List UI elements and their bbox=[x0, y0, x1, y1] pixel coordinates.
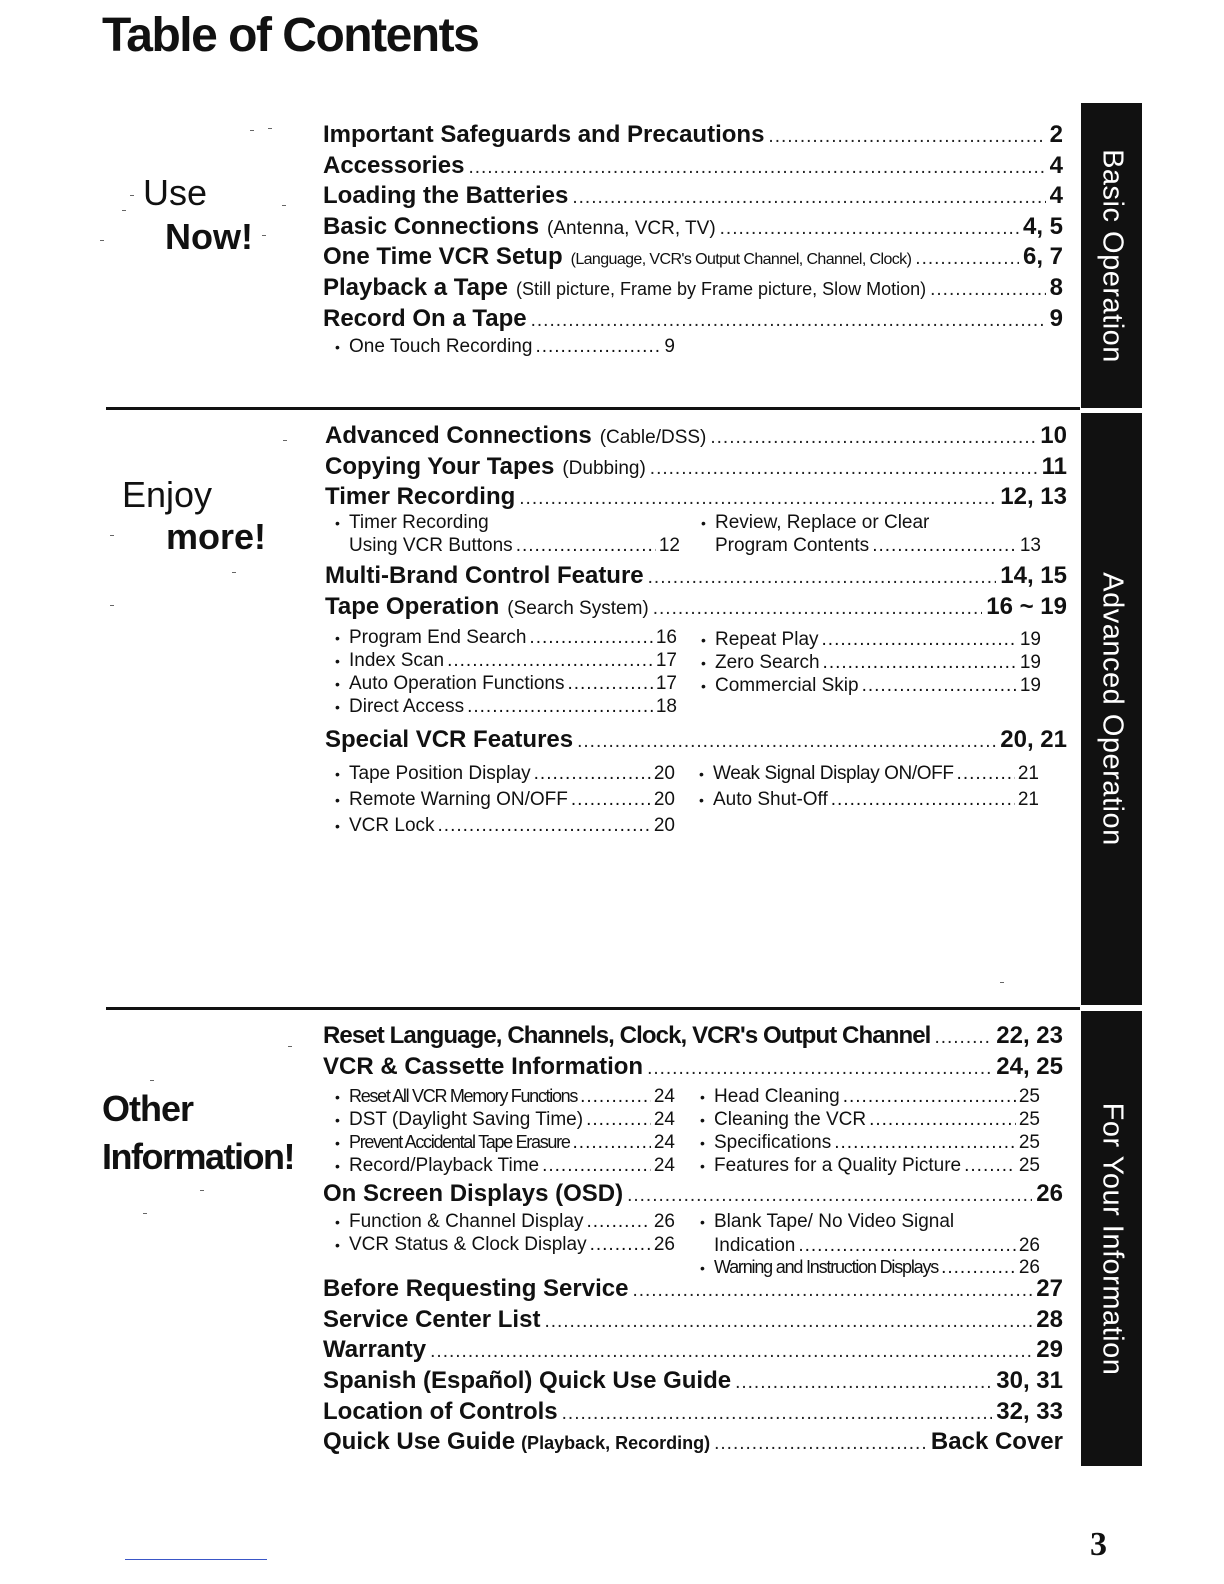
subentry-page: 9 bbox=[664, 336, 675, 357]
dot-leader bbox=[768, 122, 1045, 152]
toc-subentry[interactable] bbox=[335, 762, 675, 786]
subentry-page: 20 bbox=[653, 789, 675, 810]
toc-entry[interactable] bbox=[323, 1305, 1063, 1337]
toc-subentry[interactable] bbox=[335, 1233, 675, 1257]
toc-subentry[interactable] bbox=[335, 1085, 675, 1109]
entry-title: Before Requesting Service bbox=[323, 1275, 629, 1302]
entry-page: 27 bbox=[1036, 1275, 1063, 1302]
dot-leader bbox=[862, 674, 1017, 697]
entry-title: Multi-Brand Control Feature bbox=[325, 562, 644, 589]
toc-subentry[interactable] bbox=[335, 626, 677, 650]
subentry-label: Remote Warning ON/OFF bbox=[349, 789, 568, 810]
decorative-dash bbox=[110, 535, 114, 536]
decorative-dash bbox=[200, 1190, 204, 1191]
dot-leader bbox=[869, 1108, 1016, 1131]
toc-subentry[interactable] bbox=[700, 1131, 1040, 1155]
dot-leader bbox=[577, 727, 996, 757]
decorative-dash bbox=[232, 572, 236, 573]
subentry-label: Index Scan bbox=[349, 650, 445, 671]
entry-title: Quick Use Guide bbox=[323, 1428, 516, 1455]
dot-leader bbox=[447, 649, 653, 672]
dot-leader bbox=[831, 788, 1015, 811]
subentry-label: Reset All VCR Memory Functions bbox=[349, 1086, 578, 1106]
entry-page: 9 bbox=[1049, 305, 1063, 332]
dot-leader bbox=[586, 1108, 651, 1131]
dot-leader bbox=[843, 1085, 1016, 1108]
decorative-dash bbox=[262, 235, 266, 236]
subentry-label: VCR Status & Clock Display bbox=[349, 1234, 587, 1255]
subentry-page: 24 bbox=[653, 1086, 675, 1107]
decorative-dash bbox=[130, 195, 134, 196]
subentry-label: Warning and Instruction Displays bbox=[714, 1257, 939, 1277]
toc-entry[interactable] bbox=[325, 482, 1067, 514]
subentry-label: Cleaning the VCR bbox=[714, 1109, 867, 1130]
tab-advanced-operation[interactable] bbox=[1081, 413, 1142, 1005]
entry-page: 24, 25 bbox=[996, 1053, 1063, 1080]
dot-leader bbox=[529, 626, 652, 649]
entry-note: (Cable/DSS) bbox=[599, 427, 707, 448]
subentry-label: Direct Access bbox=[349, 696, 465, 717]
entry-page: 4 bbox=[1049, 152, 1063, 179]
subentry-page: 25 bbox=[1018, 1109, 1040, 1130]
dot-leader bbox=[573, 1131, 651, 1154]
subentry-page: 25 bbox=[1018, 1132, 1040, 1153]
bullet-icon: • bbox=[699, 766, 704, 782]
subentry-page: 25 bbox=[1018, 1086, 1040, 1107]
subentry-page: 19 bbox=[1019, 675, 1041, 696]
bullet-icon: • bbox=[335, 653, 340, 669]
entry-title: Timer Recording bbox=[325, 483, 516, 510]
subentry-label: Using VCR Buttons bbox=[349, 535, 513, 556]
toc-entry[interactable] bbox=[323, 1052, 1063, 1084]
entry-title: Basic Connections bbox=[323, 213, 540, 240]
toc-subentry[interactable] bbox=[335, 512, 680, 558]
subentry-label: Repeat Play bbox=[715, 629, 819, 650]
decorative-dash bbox=[122, 210, 126, 211]
entry-title: Advanced Connections bbox=[325, 422, 592, 449]
footer-line bbox=[125, 1559, 267, 1560]
bullet-icon: • bbox=[335, 676, 340, 692]
dot-leader bbox=[562, 1399, 993, 1429]
dot-leader bbox=[516, 534, 656, 557]
dot-leader bbox=[544, 1307, 1032, 1337]
dot-leader bbox=[648, 563, 997, 593]
intro-word: Now! bbox=[165, 216, 253, 257]
toc-subentry[interactable] bbox=[700, 1154, 1040, 1178]
entry-title: Important Safeguards and Precautions bbox=[323, 121, 765, 148]
dot-leader bbox=[627, 1181, 1032, 1211]
intro-word: Use bbox=[143, 172, 208, 213]
toc-entry[interactable] bbox=[323, 273, 1063, 305]
entry-title: Accessories bbox=[323, 152, 465, 179]
bullet-icon: • bbox=[335, 515, 340, 531]
entry-page: 29 bbox=[1036, 1336, 1063, 1363]
subentry-label: Tape Position Display bbox=[349, 763, 531, 784]
entry-note: (Search System) bbox=[507, 598, 649, 619]
dot-leader bbox=[872, 534, 1017, 557]
decorative-dash bbox=[150, 1080, 154, 1081]
subentry-label: Zero Search bbox=[715, 652, 820, 673]
toc-subentry[interactable] bbox=[335, 1108, 675, 1132]
decorative-dash bbox=[100, 240, 104, 241]
entry-page: 10 bbox=[1040, 422, 1067, 449]
bullet-icon: • bbox=[335, 792, 340, 808]
dot-leader bbox=[586, 1210, 650, 1233]
subentry-label: Commercial Skip bbox=[715, 675, 859, 696]
dot-leader bbox=[571, 788, 651, 811]
bullet-icon: • bbox=[700, 1112, 705, 1128]
dot-leader bbox=[519, 484, 996, 514]
subentry-page: 21 bbox=[1017, 763, 1039, 784]
toc-entry[interactable] bbox=[323, 304, 1063, 336]
toc-subentry[interactable] bbox=[699, 788, 1039, 812]
tab-basic-operation[interactable] bbox=[1081, 103, 1142, 408]
toc-entry[interactable] bbox=[323, 1397, 1063, 1429]
dot-leader bbox=[647, 1054, 992, 1084]
entry-note: (Language, VCR's Output Channel, Channel, Clock) bbox=[570, 251, 912, 268]
intro-word: more! bbox=[166, 516, 267, 557]
toc-entry[interactable] bbox=[323, 120, 1063, 152]
toc-entry[interactable] bbox=[323, 1335, 1063, 1367]
subentry-page: 16 bbox=[655, 627, 677, 648]
subentry-page: 19 bbox=[1019, 652, 1041, 673]
subentry-label: Indication bbox=[714, 1235, 796, 1256]
subentry-page: 25 bbox=[1018, 1155, 1040, 1176]
intro-word: Other bbox=[102, 1088, 194, 1129]
toc-subentry[interactable] bbox=[335, 335, 675, 359]
decorative-dash bbox=[143, 1213, 147, 1214]
subentry-label: Prevent Accidental Tape Erasure bbox=[349, 1132, 570, 1152]
toc-subentry[interactable] bbox=[335, 788, 675, 812]
subentry-page: 24 bbox=[653, 1132, 675, 1153]
bullet-icon: • bbox=[700, 1158, 705, 1174]
page-title: Table of Contents bbox=[102, 9, 479, 62]
entry-note: (Playback, Recording) bbox=[521, 1433, 711, 1453]
subentry-label: Weak Signal Display ON/OFF bbox=[713, 763, 954, 784]
subentry-page: 26 bbox=[653, 1234, 675, 1255]
decorative-dash bbox=[1000, 982, 1004, 983]
dot-leader bbox=[567, 672, 652, 695]
tab-label: Basic Operation bbox=[1096, 148, 1128, 363]
dot-leader bbox=[964, 1154, 1016, 1177]
subentry-page: 17 bbox=[655, 650, 677, 671]
subentry-label: Review, Replace or Clear bbox=[715, 512, 930, 533]
dot-leader bbox=[542, 1154, 651, 1177]
bullet-icon: • bbox=[335, 1158, 340, 1174]
entry-page: 26 bbox=[1036, 1180, 1063, 1207]
entry-title: Copying Your Tapes bbox=[325, 453, 555, 480]
bullet-icon: • bbox=[335, 1135, 340, 1151]
entry-title: One Time VCR Setup bbox=[323, 243, 563, 270]
dot-leader bbox=[590, 1233, 651, 1256]
entry-page: 14, 15 bbox=[1000, 562, 1067, 589]
subentry-page: 20 bbox=[653, 815, 675, 836]
entry-title: On Screen Displays (OSD) bbox=[323, 1180, 624, 1207]
dot-leader bbox=[572, 183, 1045, 213]
toc-entry[interactable] bbox=[323, 1366, 1063, 1398]
toc-subentry[interactable] bbox=[701, 674, 1041, 698]
dot-leader bbox=[632, 1276, 1032, 1306]
toc-subentry[interactable] bbox=[335, 1131, 675, 1155]
entry-title: Record On a Tape bbox=[323, 305, 527, 332]
entry-title: Location of Controls bbox=[323, 1398, 558, 1425]
subentry-page: 17 bbox=[655, 673, 677, 694]
section-divider bbox=[106, 407, 1080, 410]
toc-entry[interactable] bbox=[323, 1021, 1063, 1053]
subentry-label: Record/Playback Time bbox=[349, 1155, 540, 1176]
toc-subentry[interactable] bbox=[335, 649, 677, 673]
toc-subentry[interactable] bbox=[335, 695, 677, 719]
dot-leader bbox=[534, 762, 651, 785]
dot-leader bbox=[650, 454, 1038, 484]
subentry-label: Head Cleaning bbox=[714, 1086, 840, 1107]
bullet-icon: • bbox=[335, 818, 340, 834]
subentry-page: 21 bbox=[1017, 789, 1039, 810]
dot-leader bbox=[834, 1131, 1016, 1154]
bullet-icon: • bbox=[701, 515, 706, 531]
entry-title: Playback a Tape bbox=[323, 274, 508, 301]
dot-leader bbox=[957, 762, 1015, 785]
entry-note: (Dubbing) bbox=[562, 458, 646, 479]
dot-leader bbox=[710, 423, 1036, 453]
entry-page: 16 ~ 19 bbox=[986, 593, 1067, 620]
entry-page: 11 bbox=[1041, 453, 1067, 480]
decorative-dash bbox=[250, 130, 254, 131]
entry-title: Tape Operation bbox=[325, 593, 500, 620]
entry-page: 8 bbox=[1049, 274, 1063, 301]
dot-leader bbox=[467, 695, 653, 718]
subentry-label: VCR Lock bbox=[349, 815, 435, 836]
bullet-icon: • bbox=[700, 1089, 705, 1105]
intro-word: Information! bbox=[102, 1136, 294, 1177]
toc-subentry[interactable] bbox=[699, 762, 1039, 786]
intro-word: Enjoy bbox=[122, 474, 213, 515]
entry-title: Loading the Batteries bbox=[323, 182, 569, 209]
entry-title: Spanish (Español) Quick Use Guide bbox=[323, 1367, 732, 1394]
bullet-icon: • bbox=[335, 699, 340, 715]
bullet-icon: • bbox=[335, 630, 340, 646]
bullet-icon: • bbox=[701, 678, 706, 694]
entry-note: (Still picture, Frame by Frame picture, Slow Motion) bbox=[516, 279, 927, 299]
bullet-icon: • bbox=[335, 1237, 340, 1253]
bullet-icon: • bbox=[335, 766, 340, 782]
bullet-icon: • bbox=[701, 655, 706, 671]
toc-subentry[interactable] bbox=[335, 1154, 675, 1178]
subentry-page: 24 bbox=[653, 1109, 675, 1130]
tab-label: Advanced Operation bbox=[1096, 572, 1128, 846]
toc-subentry[interactable] bbox=[335, 672, 677, 696]
decorative-dash bbox=[110, 605, 114, 606]
dot-leader bbox=[930, 275, 1046, 305]
entry-page: 22, 23 bbox=[996, 1022, 1063, 1049]
tab-label: For Your Information bbox=[1096, 1102, 1128, 1375]
subentry-page: 13 bbox=[1019, 535, 1041, 556]
toc-subentry[interactable] bbox=[701, 628, 1041, 652]
section-divider bbox=[106, 1007, 1080, 1010]
bullet-icon: • bbox=[335, 1214, 340, 1230]
bullet-icon: • bbox=[335, 1112, 340, 1128]
toc-entry[interactable] bbox=[323, 1274, 1063, 1306]
page-number: 3 bbox=[1090, 1526, 1107, 1563]
bullet-icon: • bbox=[700, 1214, 705, 1230]
entry-note: (Antenna, VCR, TV) bbox=[547, 218, 716, 239]
dot-leader bbox=[915, 244, 1019, 274]
subentry-page: 24 bbox=[653, 1155, 675, 1176]
entry-page: 20, 21 bbox=[1000, 726, 1067, 753]
subentry-page: 26 bbox=[1018, 1235, 1040, 1256]
subentry-label: Timer Recording bbox=[349, 512, 489, 533]
dot-leader bbox=[720, 214, 1019, 244]
toc-subentry[interactable] bbox=[700, 1210, 1040, 1256]
dot-leader bbox=[531, 306, 1046, 336]
dot-leader bbox=[934, 1023, 992, 1053]
entry-page: 4 bbox=[1049, 182, 1063, 209]
subentry-page: 26 bbox=[1018, 1257, 1040, 1278]
toc-entry[interactable] bbox=[323, 1427, 1063, 1459]
subentry-page: 26 bbox=[653, 1211, 675, 1232]
toc-subentry[interactable] bbox=[701, 651, 1041, 675]
toc-entry[interactable] bbox=[325, 561, 1067, 593]
bullet-icon: • bbox=[701, 632, 706, 648]
subentry-page: 12 bbox=[658, 535, 680, 556]
entry-page: 4, 5 bbox=[1022, 213, 1063, 240]
subentry-label: Auto Shut-Off bbox=[713, 789, 828, 810]
toc-subentry[interactable] bbox=[701, 512, 1041, 558]
subentry-page: 20 bbox=[653, 763, 675, 784]
dot-leader bbox=[798, 1234, 1016, 1257]
entry-page: 12, 13 bbox=[1000, 483, 1067, 510]
entry-title: Service Center List bbox=[323, 1306, 541, 1333]
subentry-page: 19 bbox=[1019, 629, 1041, 650]
toc-entry[interactable] bbox=[323, 1179, 1063, 1211]
decorative-dash bbox=[283, 440, 287, 441]
bullet-icon: • bbox=[700, 1260, 705, 1276]
dot-leader bbox=[714, 1429, 927, 1459]
entry-page: 30, 31 bbox=[996, 1367, 1063, 1394]
toc-entry[interactable] bbox=[325, 592, 1067, 624]
subentry-label: Blank Tape/ No Video Signal bbox=[714, 1211, 955, 1232]
entry-title: VCR & Cassette Information bbox=[323, 1053, 644, 1080]
entry-page: Back Cover bbox=[930, 1428, 1063, 1455]
entry-page: 28 bbox=[1036, 1306, 1063, 1333]
bullet-icon: • bbox=[700, 1135, 705, 1151]
toc-entry[interactable] bbox=[325, 725, 1067, 757]
toc-subentry[interactable] bbox=[335, 814, 675, 838]
entry-page: 32, 33 bbox=[996, 1398, 1063, 1425]
toc-entry[interactable] bbox=[325, 452, 1067, 484]
entry-title: Special VCR Features bbox=[325, 726, 574, 753]
subentry-label: Program Contents bbox=[715, 535, 870, 556]
subentry-label: Function & Channel Display bbox=[349, 1211, 584, 1232]
dot-leader bbox=[438, 814, 651, 837]
subentry-label: One Touch Recording bbox=[349, 336, 533, 357]
toc-subentry[interactable] bbox=[700, 1085, 1040, 1109]
dot-leader bbox=[430, 1337, 1032, 1367]
toc-entry[interactable] bbox=[323, 181, 1063, 213]
dot-leader bbox=[823, 651, 1017, 674]
subentry-label: Specifications bbox=[714, 1132, 832, 1153]
tab-for-your-information[interactable] bbox=[1081, 1011, 1142, 1466]
toc-entry[interactable] bbox=[323, 242, 1063, 275]
subentry-page: 18 bbox=[655, 696, 677, 717]
bullet-icon: • bbox=[699, 792, 704, 808]
decorative-dash bbox=[268, 128, 272, 129]
entry-title: Reset Language, Channels, Clock, VCR's Output Channel bbox=[323, 1022, 931, 1049]
dot-leader bbox=[822, 628, 1017, 651]
toc-entry[interactable] bbox=[323, 212, 1063, 244]
subentry-label: DST (Daylight Saving Time) bbox=[349, 1109, 584, 1130]
dot-leader bbox=[535, 335, 661, 358]
toc-subentry[interactable] bbox=[700, 1108, 1040, 1132]
entry-title: Warranty bbox=[323, 1336, 427, 1363]
dot-leader bbox=[735, 1368, 992, 1398]
subentry-label: Features for a Quality Picture bbox=[714, 1155, 962, 1176]
entry-page: 2 bbox=[1049, 121, 1063, 148]
entry-page: 6, 7 bbox=[1022, 243, 1063, 270]
toc-subentry[interactable] bbox=[335, 1210, 675, 1234]
subentry-label: Program End Search bbox=[349, 627, 527, 648]
toc-entry[interactable] bbox=[323, 151, 1063, 183]
bullet-icon: • bbox=[335, 339, 340, 355]
dot-leader bbox=[653, 594, 983, 624]
dot-leader bbox=[468, 153, 1045, 183]
decorative-dash bbox=[282, 205, 286, 206]
toc-entry[interactable] bbox=[325, 421, 1067, 453]
dot-leader bbox=[580, 1085, 651, 1108]
bullet-icon: • bbox=[335, 1089, 340, 1105]
decorative-dash bbox=[288, 1046, 292, 1047]
subentry-label: Auto Operation Functions bbox=[349, 673, 565, 694]
